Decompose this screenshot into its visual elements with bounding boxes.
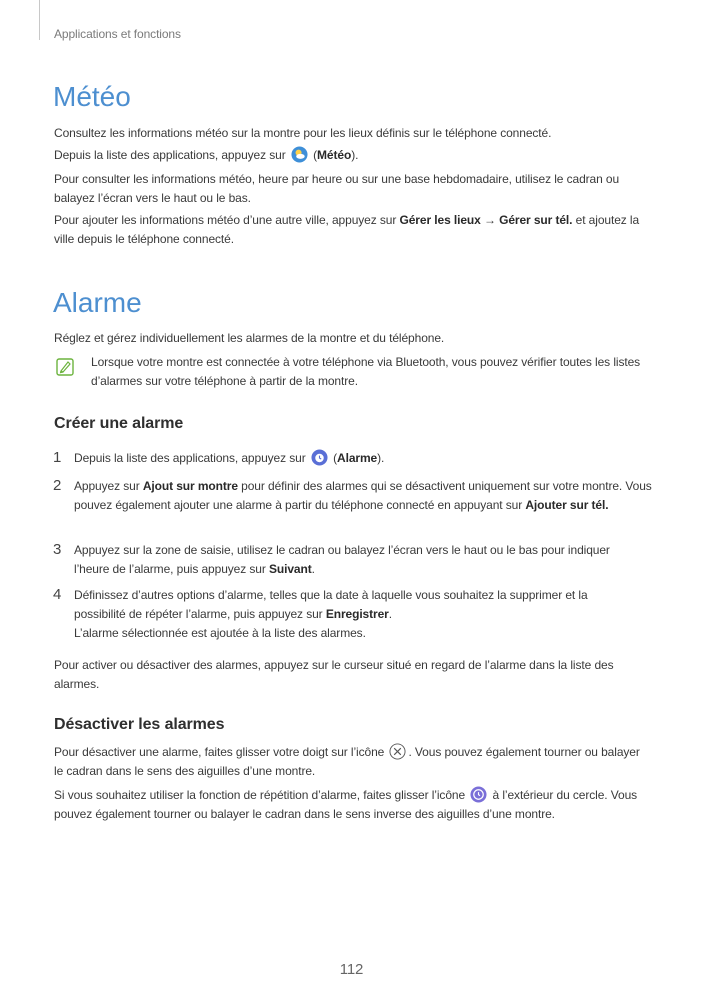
step-number: 1 (53, 449, 62, 466)
creer-alarme-heading: Créer une alarme (54, 415, 184, 432)
header-divider (39, 0, 40, 40)
alarme-title: Alarme (53, 287, 142, 318)
step-1: Depuis la liste des applications, appuyez sur (Alarme). (74, 451, 385, 465)
meteo-paragraph-3: Pour consulter les informations météo, heure par heure ou sur une base hebdomadaire, utilisez le cadran ou balayez l’écran vers le haut ou le bas. (54, 172, 620, 205)
step-3: Appuyez sur la zone de saisie, utilisez le cadran ou balayez l’écran vers le haut ou le bas pour indiquer l’heure de l’alarme, puis appuyez sur Suivant. (74, 543, 610, 576)
meteo-title: Météo (53, 81, 131, 112)
note-text: Lorsque votre montre est connectée à votre téléphone via Bluetooth, vous pouvez vérifier toutes les listes d’alarmes sur votre téléphone à partir de la montre. (91, 355, 641, 388)
step-number: 3 (53, 541, 62, 558)
step-number: 4 (53, 586, 62, 603)
page-number: 112 (339, 961, 364, 978)
step-2: Appuyez sur Ajout sur montre pour définir des alarmes qui se désactivent uniquement sur votre montre. Vous pouvez également ajouter une alarme à partir du téléphone connecté en appuyant sur Ajouter sur tél. (74, 479, 652, 512)
desactiver-paragraph-1: Pour désactiver une alarme, faites glisser votre doigt sur l’icône . Vous pouvez également tourner ou balayer le cadran dans le sens des aiguilles d’une montre. (54, 745, 640, 778)
section-header: Applications et fonctions (54, 27, 181, 41)
meteo-paragraph-1: Consultez les informations météo sur la montre pour les lieux définis sur le téléphone connecté. (54, 126, 552, 140)
desactiver-heading: Désactiver les alarmes (54, 716, 225, 733)
creer-outro: Pour activer ou désactiver des alarmes, appuyez sur le curseur situé en regard de l’alarme dans la liste des alarmes. (54, 658, 614, 691)
dismiss-icon (389, 743, 406, 760)
meteo-paragraph-2: Depuis la liste des applications, appuyez sur (Météo). (54, 148, 359, 162)
desactiver-paragraph-2: Si vous souhaitez utiliser la fonction de répétition d’alarme, faites glisser l’icône à l’extérieur du cercle. Vous pouvez également tourner ou balayer le cadran dans le sens inverse des aiguilles d’une montre. (54, 788, 638, 821)
alarm-app-icon (311, 449, 328, 466)
step-4: Définissez d’autres options d’alarme, telles que la date à laquelle vous souhaitez la supprimer et la possibilité de répéter l’alarme, puis appuyez sur Enregistrer. L’alarme sélectionnée est ajoutée à la liste des alarmes. (74, 588, 588, 640)
snooze-icon (470, 786, 487, 803)
weather-app-icon (291, 146, 308, 163)
meteo-paragraph-4: Pour ajouter les informations météo d’une autre ville, appuyez sur Gérer les lieux → Gérer sur tél. et ajoutez la ville depuis le téléphone connecté. (54, 213, 640, 246)
alarme-intro: Réglez et gérez individuellement les alarmes de la montre et du téléphone. (54, 331, 445, 345)
note-icon (56, 358, 74, 376)
step-number: 2 (53, 477, 62, 494)
